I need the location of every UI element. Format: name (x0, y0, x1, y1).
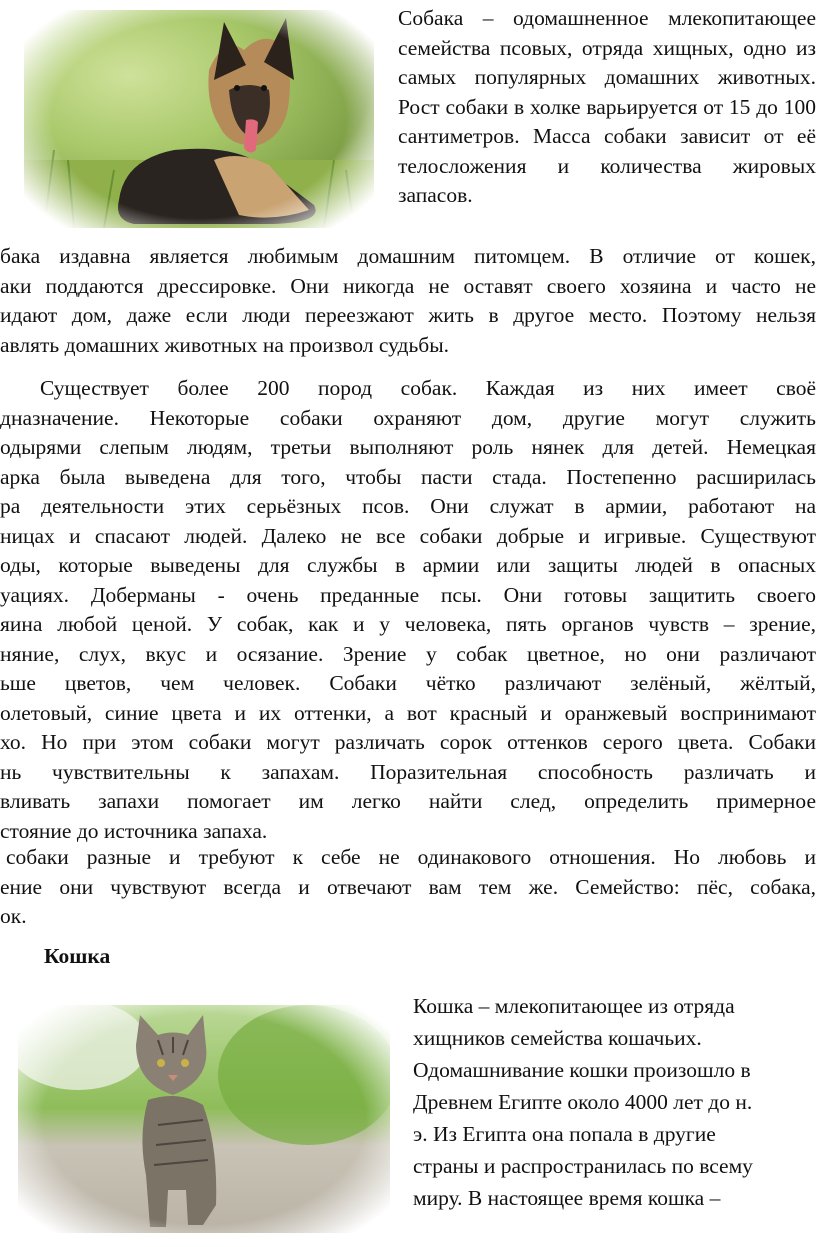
text-line: няние, слух, вкус и осязание. Зрение у собак цветное, но они различают (0, 641, 816, 666)
text-line: э. Из Египта она попала в другие (413, 1122, 716, 1146)
text-line: ьше цветов, чем человек. Собаки чётко различают зелёный, жёлтый, (0, 671, 816, 695)
text-line: уациях. Доберманы - очень преданные псы. Они готовы защитить своего (0, 582, 816, 607)
text-line: арка была выведена для того, чтобы пасти стада. Постепенно расширилась (0, 464, 816, 489)
text-line: ницах и спасают людей. Далеко не все собаки добрые и игривые. Существуют (0, 523, 816, 548)
text-line: Кошка – млекопитающее из отряда (413, 994, 735, 1018)
text-line: оды, которые выведены для службы в армии или защиты людей в опасных (0, 553, 816, 577)
text-line: дназначение. Некоторые собаки охраняют дом, другие могут служить (0, 405, 816, 430)
text-line: авлять домашних животных на произвол судьбы. (0, 332, 450, 357)
text-line: собаки разные и требуют к себе не одинакового отношения. Но любовь и (6, 845, 816, 869)
dog-intro-text: Собака – одомашненное млекопитающее семейства псовых, отряда хищных, одно из самых популярных домашних животных. Рост собаки в холке варьируется от 15 до 100 сантиметров. Масса собаки зависит от её телосложения и количества жировых запасов. (398, 6, 816, 207)
text-line: бака издавна является любимым домашним питомцем. В отличие от кошек, (0, 244, 816, 268)
text-line: идают дом, даже если люди переезжают жить в другое место. Поэтому нельзя (0, 303, 816, 327)
text-line: вливать запахи помогает им легко найти след, определить примерное (0, 789, 816, 813)
text-line: одырями слепым людям, третьи выполняют роль нянек для детей. Немецкая (0, 435, 816, 459)
dog-paragraph-1 (0, 242, 816, 360)
text-line: хищников семейства кошачьих. (413, 1026, 702, 1050)
text-line: миру. В настоящее время кошка – (413, 1186, 721, 1210)
text-line: ок. (0, 904, 27, 928)
dog-photo (24, 10, 374, 228)
cat-photo (18, 1005, 390, 1233)
dog-paragraph-3 (0, 843, 816, 932)
text-line: нь чувствительны к запахам. Поразительная способность различать и (0, 759, 816, 784)
text-line: страны и распространилась по всему (413, 1154, 753, 1178)
cat-intro-text (413, 990, 813, 1214)
text-line: ение они чувствуют всегда и отвечают вам тем же. Семейство: пёс, собака, (0, 874, 816, 899)
text-line: Существует более 200 пород собак. Каждая из них имеет своё (40, 376, 816, 400)
text-line: Древнем Египте около 4000 лет до н. (413, 1090, 753, 1114)
dog-paragraph-2 (0, 374, 816, 846)
text-line: хо. Но при этом собаки могут различать сорок оттенков серого цвета. Собаки (0, 730, 816, 754)
text-line: аки поддаются дрессировке. Они никогда не оставят своего хозяина и часто не (0, 273, 816, 298)
text-line: Одомашнивание кошки произошло в (413, 1058, 751, 1082)
text-line: стояние до источника запаха. (0, 818, 268, 843)
text-line: яина любой ценой. У собак, как и у человека, пять органов чувств – зрение, (0, 612, 816, 636)
text-line: олетовый, синие цвета и их оттенки, а вот красный и оранжевый воспринимают (0, 700, 816, 725)
section-heading-cat: Кошка (44, 944, 111, 968)
text-line: ра деятельности этих серьёзных псов. Они служат в армии, работают на (0, 494, 816, 518)
